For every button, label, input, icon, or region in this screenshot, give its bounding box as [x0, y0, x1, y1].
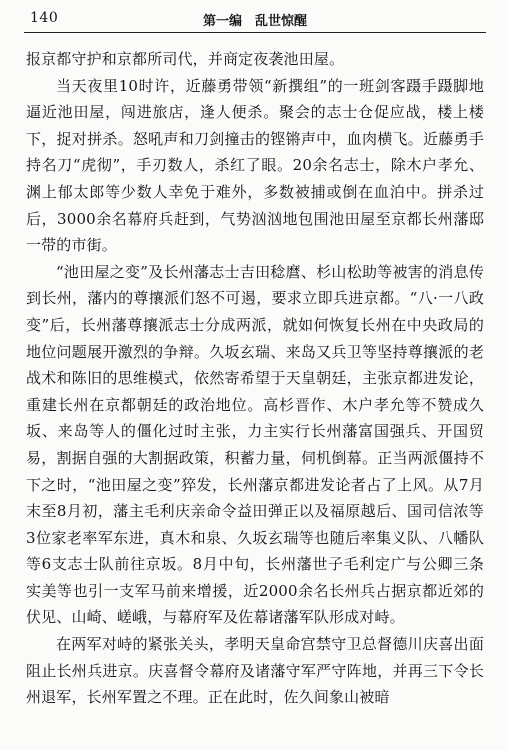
paragraph: 在两军对峙的紧张关头，孝明天皇命宫禁守卫总督德川庆喜出面阻止长州兵进京。庆喜督令幕府及诸藩守军严守阵地，并再三下令长州退军，长州军置之不理。正在此时，佐久间象山被暗	[26, 635, 484, 707]
running-head: 第一编 乱世惊醒	[202, 14, 307, 29]
paragraph-continuation: 报京都守护和京都所司代，并商定夜袭池田屋。	[26, 50, 345, 68]
page-number: 140	[30, 10, 59, 26]
paragraph: 当天夜里10时许，近藤勇带领“新撰组”的一班剑客蹑手蹑脚地逼近池田屋，闯进旅店，逢人便杀。聚会的志士仓促应战，楼上楼下，捉对拼杀。怒吼声和刀剑撞击的铿锵声中，血肉横飞。近藤勇手持名刀“虎彻”，手刃数人，杀红了眼。20余名志士，除木户孝允、渊上郁太郎等少数人幸免于难外，多数被捕或倒在血泊中。拼杀过后，3000余名幕府兵赶到，气势汹汹地包围池田屋至京都长州藩邸一带的市街。	[26, 76, 484, 255]
body-text	[26, 46, 484, 711]
paragraph: “池田屋之变”及长州藩志士吉田稔麿、杉山松助等被害的消息传到长州，藩内的尊攘派们怒不可遏，要求立即兵进京都。“八·一八政变”后，长州藩尊攘派志士分成两派，就如何恢复长州在中央政局的地位问题展开激烈的争辩。久坂玄瑞、来岛又兵卫等坚持尊攘派的老战术和陈旧的思维模式，依然寄希望于天皇朝廷，主张京都进发论，重建长州在京都朝廷的政治地位。高杉晋作、木户孝允等不赞成久坂、来岛等人的僵化过时主张，力主实行长州藩富国强兵、开国贸易，割据自强的大割据政策，积蓄力量，伺机倒幕。正当两派僵持不下之时，“池田屋之变”猝发，长州藩京都进发论者占了上风。从7月末至8月初，藩主毛利庆亲命令益田弹正以及福原越后、国司信浓等3位家老率军东进，真木和泉、久坂玄瑞等也随后率集义队、八幡队等6支志士队前往京坂。8月中旬，长州藩世子毛利定广与公卿三条实美等也引一支军马前来增援，近2000余名长州兵占据京都近郊的伏见、山崎、嵯峨，与幕府军及佐幕诸藩军队形成对峙。	[26, 262, 484, 627]
page-header	[24, 6, 486, 33]
